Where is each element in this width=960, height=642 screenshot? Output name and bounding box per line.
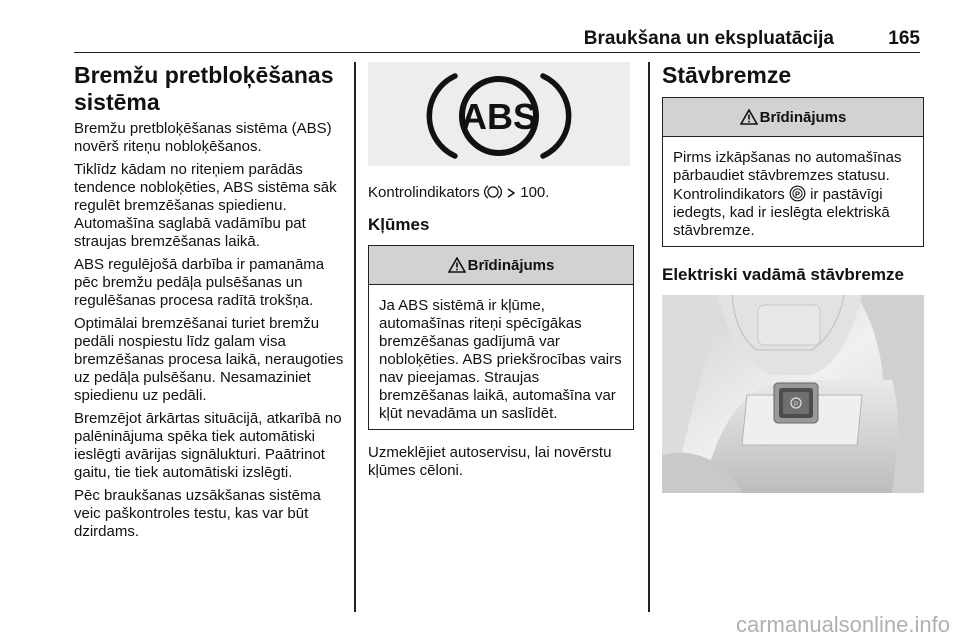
warning-title: Brīdinājums [759,108,847,126]
paragraph: Pēc braukšanas uzsākšanas sistēma veic paškontroles testu, kas var būt dzirdams. [74,487,321,540]
abs-section [74,62,346,546]
warning-box [368,245,634,430]
paragraph: Tiklīdz kādam no riteņiem parādās tendence nobloķēties, ABS sistēma sāk regulēt bremzēšanas spiedienu. Automašīna saglabā vadāmību pat straujas bremzēšanas laikā. [74,161,337,250]
parking-brake-section [662,62,924,493]
svg-text:P: P [793,402,799,408]
parking-brake-photo [662,295,924,493]
section-heading: Stāvbremze [662,62,792,88]
paragraph: Optimālai bremzēšanai turiet bremžu pedāli nospiestu līdz galam visa bremzēšanas procesa laikā, neraugoties uz pedāļa pulsēšanu. Nesamaziniet spiedienu uz pedāli. [74,315,344,404]
header-title: Braukšana un ekspluatācija [583,28,834,49]
abs-indicator-illustration [368,62,630,166]
warning-triangle-icon [740,109,758,125]
parking-brake-indicator-icon [789,185,806,202]
abs-indicator-icon [484,184,502,200]
paragraph: Bremžu pretbloķēšanas sistēma (ABS) novērš riteņu nobloķēšanos. [74,120,332,155]
section-heading: Bremžu pretbloķēšanas sistēma [74,62,334,115]
paragraph: ABS regulējošā darbība ir pamanāma pēc bremžu pedāļa pulsēšanas un regulēšanas procesa radītā trokšņa. [74,256,325,309]
svg-text:P: P [794,189,800,199]
watermark: carmanualsonline.info [735,612,950,637]
warning-triangle-icon [448,257,466,273]
page-header [74,26,920,53]
subheading-faults: Kļūmes [368,215,430,234]
column-divider [354,62,356,612]
paragraph: Uzmeklējiet autoservisu, lai novērstu kļūmes cēloni. [368,444,612,479]
warning-text: Pirms izkāpšanas no automašīnas pārbaudiet stāvbremzes statusu. [673,149,902,184]
column-divider [648,62,650,612]
warning-header [663,98,923,137]
svg-text:ABS: ABS [460,96,538,137]
indicator-reference: Kontrolindikators 100. [368,184,550,201]
warning-text: Ja ABS sistēmā ir kļūme, automašīnas riteņi spēcīgākas bremzēšanas gadījumā var nobloķēties. ABS priekšrocības vairs nav pieejamas. Straujas bremzēšanas laikā, automašīna var kļūt nevadāma un saslīdēt. [379,297,622,422]
paragraph: Bremzējot ārkārtas situācijā, atkarībā no palēninājuma spēka tiek automātiski ieslēgti avārijas signālukturi. Paātrinot gaitu, tie tiek automātiski izslēgti. [74,410,342,481]
warning-title: Brīdinājums [467,256,555,274]
warning-text: Kontrolindikators P ir pastāvīgi iedegts, kad ir ieslēgta elektriskā stāvbremze. [673,186,890,239]
page-number: 165 [888,28,920,49]
warning-box [662,97,924,247]
abs-warning-icon [368,62,630,166]
subheading-electric-parking-brake: Elektriski vadāmā stāvbremze [662,265,904,284]
page-reference-icon [506,186,516,200]
abs-indicator-section [368,62,634,485]
warning-header [369,246,633,285]
